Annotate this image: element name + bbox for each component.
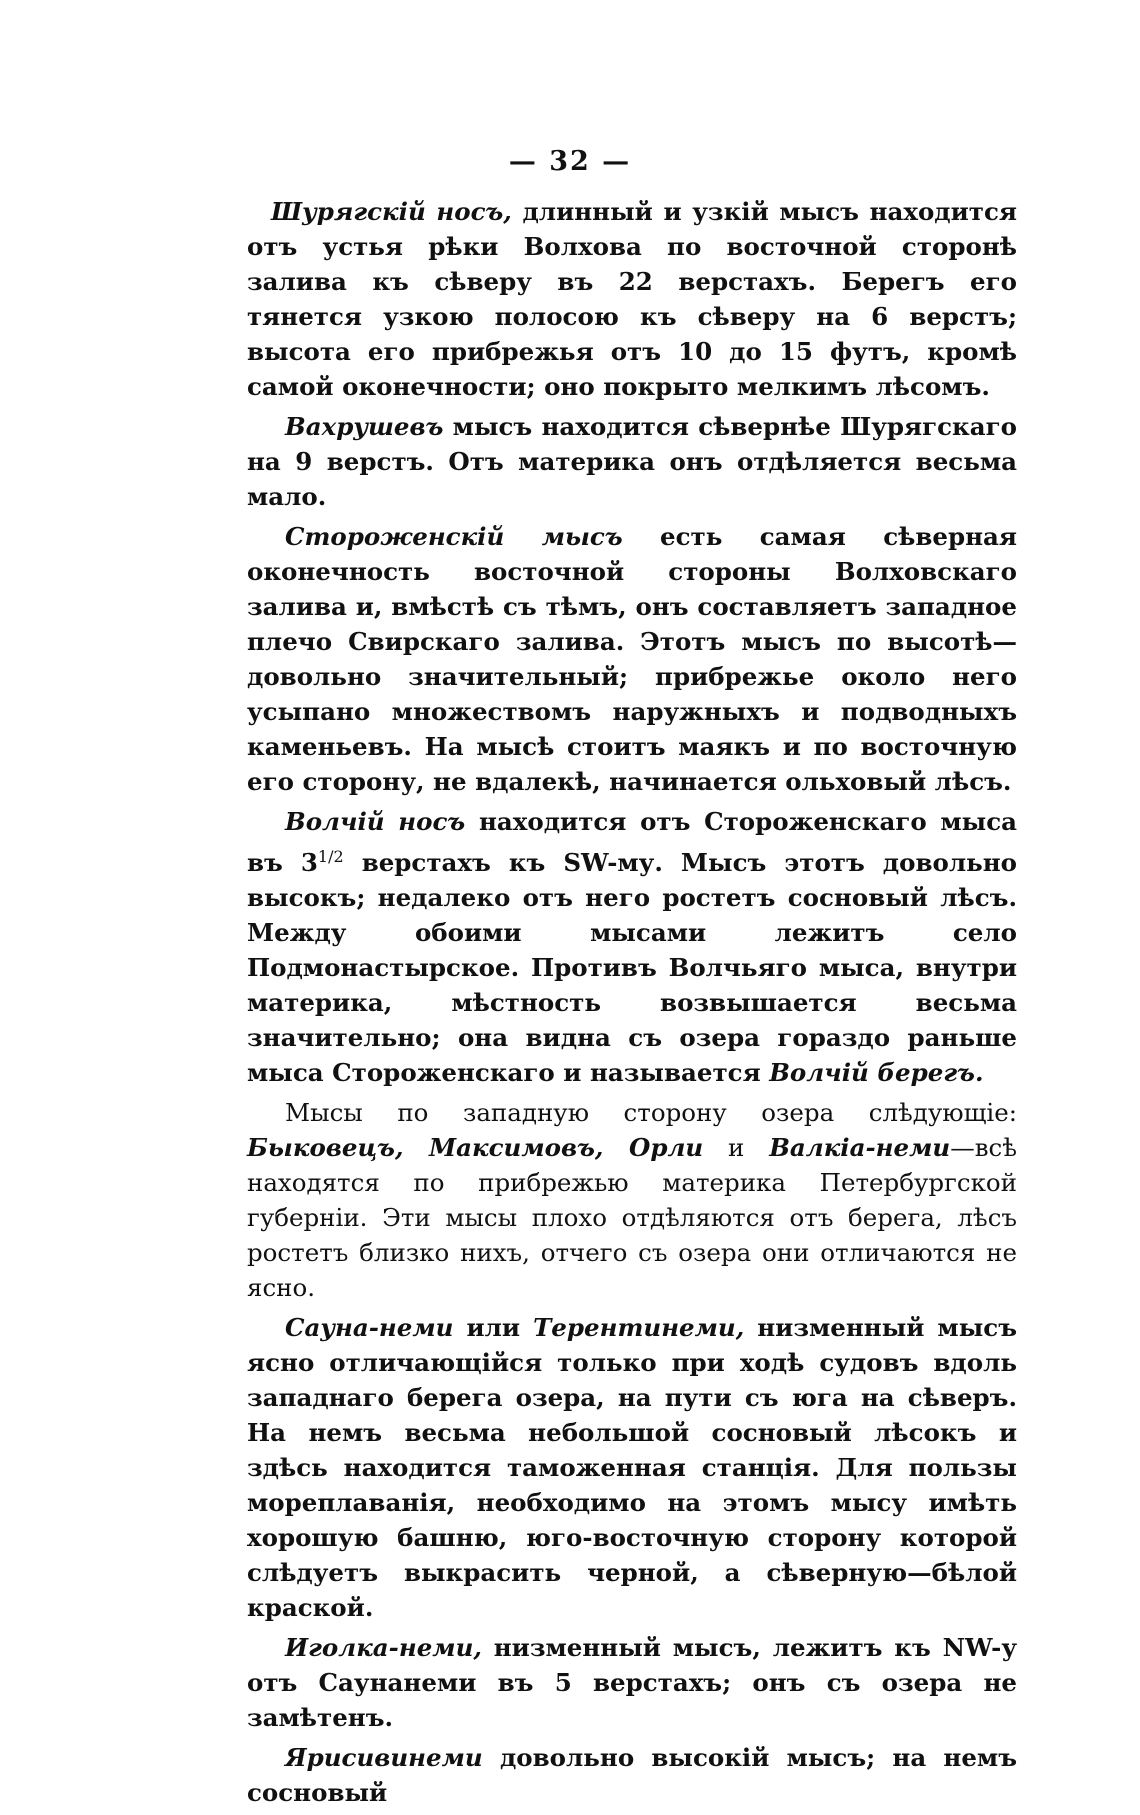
paragraph-text: низменный мысъ, лежитъ къ NW-у отъ Саунанеми въ 5 верстахъ; онъ съ озера не замѣтенъ. — [247, 1633, 1017, 1733]
paragraph-storozhensky — [247, 519, 1017, 799]
term: Валкіа-неми — [769, 1133, 951, 1163]
term: Волчій берегъ. — [769, 1058, 984, 1088]
term: Ярисивинеми — [285, 1743, 483, 1773]
paragraph-text: мысъ находится сѣвернѣе Шурягскаго на 9 верстъ. Отъ материка онъ отдѣляется весьма мало. — [247, 412, 1017, 511]
paragraph-text: и — [703, 1133, 770, 1163]
paragraph-igolka-nemi — [247, 1630, 1017, 1735]
paragraph-text: длинный и узкій мысъ находится отъ устья рѣки Волхова по восточной сторонѣ залива къ сѣверу въ 22 верстахъ. Берегъ его тянется узкою полосою къ сѣверу на 6 верстъ; высота его прибрежья отъ 10 до 15 футъ, кромѣ самой оконечности; оно покрыто мелкимъ лѣсомъ. — [247, 197, 1017, 401]
paragraph-yarisivinemi — [247, 1740, 1017, 1810]
term: Волчій носъ — [285, 807, 466, 836]
term: Шурягскій носъ, — [271, 197, 512, 226]
paragraph-sauna-nemi — [247, 1310, 1017, 1625]
term: Иголка-неми, — [285, 1633, 482, 1663]
paragraph-text: верстахъ къ SW-му. Мысъ этотъ довольно высокъ; недалеко отъ него ростетъ сосновый лѣсъ. Между обоими мысами лежитъ село Подмонастырское. Противъ Волчьяго мыса, внутри материка, мѣстность возвышается весьма значительно; она видна съ озера гораздо раньше мыса Стороженскаго и называется — [247, 848, 1017, 1088]
fraction: 1/2 — [317, 847, 344, 866]
paragraph-text: довольно высокій мысъ; на немъ сосновый — [247, 1743, 1017, 1808]
term: Сауна-неми — [285, 1313, 454, 1343]
term: Стороженскій мысъ — [285, 522, 623, 551]
paragraph-shuryagsky — [247, 194, 1017, 404]
paragraph-western-capes — [247, 1095, 1017, 1305]
paragraph-vakhrushev — [247, 409, 1017, 514]
term: Быковецъ, Максимовъ, Орли — [247, 1133, 704, 1163]
body-text — [247, 194, 1017, 1815]
term: Вахрушевъ — [285, 412, 444, 441]
paragraph-text: есть самая сѣверная оконечность восточной стороны Волховскаго залива и, вмѣстѣ съ тѣмъ, онъ составляетъ западное плечо Свирскаго залива. Этотъ мысъ по высотѣ—довольно значительный; прибрежье около него усыпано множествомъ наружныхъ и подводныхъ каменьевъ. На мысѣ стоитъ маякъ и по восточную его сторону, не вдалекѣ, начинается ольховый лѣсъ. — [247, 522, 1018, 796]
page-number: — 32 — — [508, 146, 632, 177]
paragraph-text: находится отъ Стороженскаго мыса въ 3 — [247, 807, 1018, 878]
paragraph-volchy — [247, 804, 1017, 1090]
paragraph-text: Мысы по западную сторону озера слѣдующіе: — [285, 1098, 1017, 1128]
paragraph-text: —всѣ находятся по прибрежью материка Петербургской губерніи. Эти мысы плохо отдѣляются отъ берега, лѣсъ ростетъ близко нихъ, отчего съ озера они отличаются не ясно. — [247, 1133, 1017, 1303]
term: Терентинеми, — [533, 1313, 745, 1343]
paragraph-text: или — [453, 1313, 534, 1343]
paragraph-text: низменный мысъ ясно отличающійся только при ходѣ судовъ вдоль западнаго берега озера, на пути съ юга на сѣверъ. На немъ весьма небольшой сосновый лѣсокъ и здѣсь находится таможенная станція. Для пользы мореплаванія, необходимо на этомъ мысу имѣть хорошую башню, юго-восточную сторону которой слѣдуетъ выкрасить черной, а сѣверную—бѣлой краской. — [247, 1313, 1017, 1623]
